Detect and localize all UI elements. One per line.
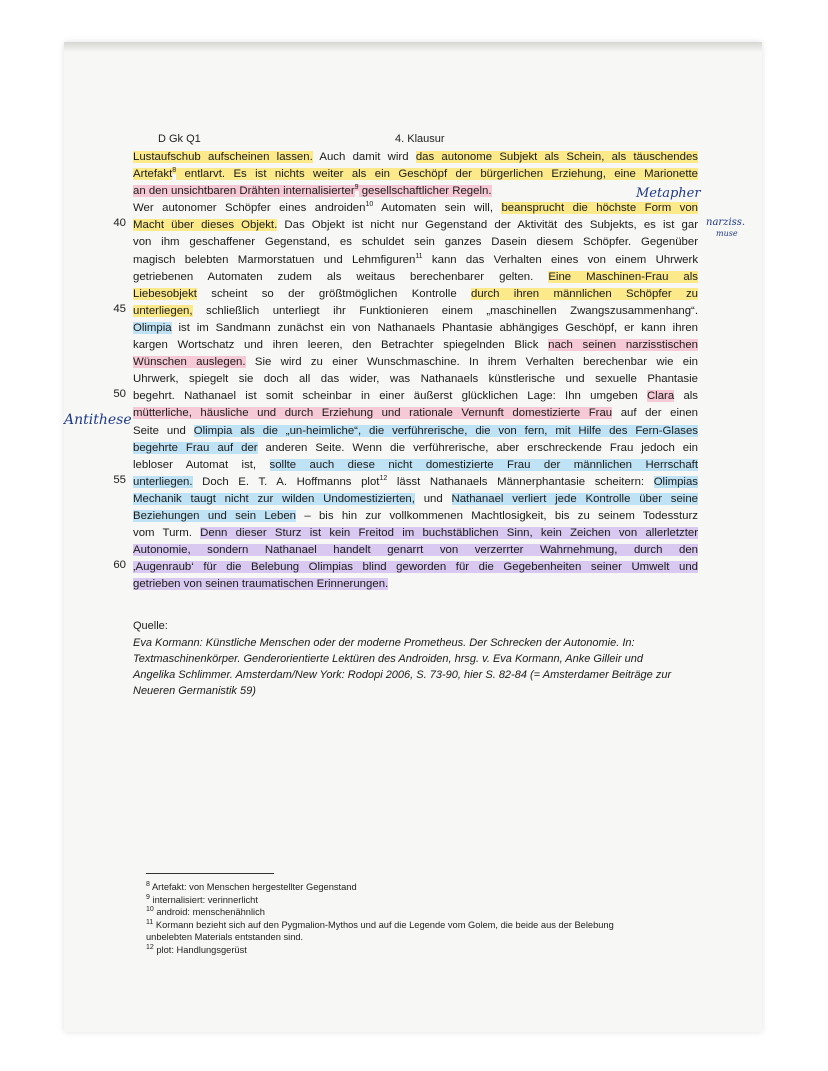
text-segment: begehrt. Nathanael ist somit scheinbar in einer äußerst glücklichen Lage: Ihn umgeben	[133, 390, 647, 403]
text-segment: Doch E. T. A. Hoffmanns plot	[192, 475, 380, 488]
footnote-ref: 9	[354, 184, 359, 192]
text-line	[133, 200, 698, 217]
text-line	[133, 525, 698, 542]
text-segment: von ihm geschaffener Gegenstand, es schuldet sein ganzes Dasein diesem Schöpfer. Gegenüber	[133, 236, 698, 249]
text-segment: Clara	[646, 390, 675, 403]
text-line	[133, 371, 698, 388]
footnote-item	[146, 919, 686, 932]
text-segment: vom Turm.	[133, 527, 201, 540]
text-segment: an den unsichtbaren Drähten internalisierter	[133, 185, 355, 198]
line-number: 60	[113, 559, 126, 572]
text-segment: magisch belebten Marmorstatuen und Lehmfiguren	[133, 253, 416, 266]
text-segment: getriebenen Automaten zudem als weitaus berechenbarer gelten.	[133, 270, 549, 283]
footnote-text: internalisiert: verinnerlicht	[152, 894, 258, 905]
text-segment: ‚Augenraub‘ für die Belebung Olimpias blind geworden für die Gegebenheiten seiner Umwelt und	[133, 561, 698, 574]
text-segment: kargen Wortschatz und ihren leeren, den Betrachter spiegelnden Blick	[133, 339, 549, 352]
course-label: D Gk Q1	[158, 133, 201, 145]
text-segment: schließlich unterliegt ihr Funktionieren einem „maschinellen Zwangszusammenhang“.	[192, 304, 698, 317]
footnote-text: android: menschenähnlich	[156, 907, 265, 918]
footnote-divider	[146, 873, 274, 874]
text-line	[133, 320, 698, 337]
text-segment: Beziehungen und sein Leben	[133, 509, 297, 522]
text-segment: Seite und	[133, 424, 194, 437]
text-line	[133, 440, 698, 457]
text-segment: – bis hin zur vollkommenen Machtlosigkeit, bis zu seinem Todessturz	[296, 509, 698, 522]
text-segment: ist im Sandmann zunächst ein von Nathanaels Phantasie abhängiges Geschöpf, er kann ihren	[171, 321, 698, 334]
text-line	[133, 166, 698, 183]
text-segment: Liebesobjekt	[133, 287, 197, 300]
text-segment: Es ist nichts weiter als ein Geschöpf der bürgerlichen Erziehung, eine Marionette	[225, 168, 698, 181]
source-line-2: Textmaschinenkörper. Genderorientierte Lektüren des Androiden, hrsg. v. Eva Kormann, Anke Gilleir und	[133, 653, 643, 665]
text-segment: Lustaufschub aufscheinen lassen.	[133, 151, 313, 163]
text-segment: mütterliche, häusliche und durch Erziehung und rationale Vernunft domestizierte Frau	[133, 407, 613, 420]
text-line	[133, 354, 698, 371]
line-number: 50	[113, 388, 126, 401]
text-line	[133, 252, 698, 269]
text-line	[133, 542, 698, 559]
text-segment: unterliegen.	[133, 475, 193, 488]
footnote-item	[146, 894, 686, 907]
margin-note-metapher: Metapher	[636, 186, 701, 201]
text-segment: lebloser Automat ist,	[133, 458, 270, 471]
main-text	[133, 149, 698, 593]
text-line	[133, 423, 698, 440]
footnote-ref: 11	[415, 252, 423, 260]
margin-note-antithese: Antithese	[64, 412, 132, 428]
footnote-text: plot: Handlungsgerüst	[156, 944, 247, 955]
text-line	[133, 474, 698, 491]
text-segment: scheint so der größtmöglichen Kontrolle	[196, 287, 471, 300]
text-line	[133, 234, 698, 251]
line-number: 40	[113, 217, 126, 230]
footnote-text: Artefakt: von Menschen hergestellter Gegenstand	[151, 882, 357, 892]
text-segment: Sie wird zu einer Wunschmaschine. In ihrem Verhalten berechenbar wie ein	[245, 356, 698, 369]
line-number: 55	[113, 473, 126, 486]
text-line	[133, 559, 698, 576]
footnote-number: 9	[146, 893, 150, 901]
text-segment: Olimpia	[133, 321, 172, 334]
source-line-4: Neueren Germanistik 59)	[133, 685, 256, 697]
footnote-number: 12	[146, 943, 154, 951]
footnote-ref: 12	[379, 474, 388, 482]
text-segment: Wer autonomer Schöpfer eines androiden	[133, 202, 366, 215]
text-segment: unterliegen,	[133, 304, 193, 317]
source-citation	[133, 618, 698, 699]
line-number: 45	[113, 302, 126, 315]
text-segment: gesellschaftlicher Regeln.	[358, 185, 492, 198]
text-segment: Das Objekt ist nicht nur Gegenstand der Aktivität des Subjekts, es ist gar	[277, 219, 698, 232]
margin-note-narziss: narziss.	[706, 217, 746, 228]
text-segment: kann das Verhalten eines von einem Uhrwerk	[422, 253, 699, 266]
footnote-item	[146, 881, 686, 894]
exam-label: 4. Klausur	[395, 133, 445, 145]
text-segment: Nathanael verliert jede Kontrolle über seine	[451, 492, 698, 505]
footnote-number: 8	[146, 880, 150, 888]
source-line-1: Eva Kormann: Künstliche Menschen oder der moderne Prometheus. Der Schrecken der Autonomie. In:	[133, 637, 635, 649]
footnotes	[146, 881, 686, 957]
text-segment: sollte auch diese nicht domestizierte Frau der männlichen Herrschaft	[269, 458, 698, 471]
text-segment: Olimpias	[653, 475, 698, 488]
margin-note-muse: muse	[716, 229, 738, 238]
text-segment: Uhrwerk, spiegelt sie doch all das wider, was Nathanaels künstlerische und sexuelle Phantasie	[133, 373, 698, 386]
text-line	[133, 217, 698, 234]
text-segment: und	[414, 492, 452, 505]
footnote-ref: 8	[172, 167, 177, 175]
text-segment: Automaten sein will,	[373, 202, 502, 215]
text-segment: getrieben von seinen traumatischen Erinnerungen.	[133, 578, 389, 591]
text-line	[133, 388, 698, 405]
footnote-number: 11	[146, 918, 154, 926]
page-header	[158, 133, 718, 149]
text-segment: das autonome Subjekt als Schein, als täuschendes	[415, 151, 698, 163]
text-segment: als	[674, 390, 698, 403]
text-line	[133, 576, 698, 593]
text-segment: Wünschen auslegen.	[133, 356, 246, 369]
text-segment: Mechanik taugt nicht zur wilden Undomestizierten,	[133, 492, 415, 505]
text-segment: Denn dieser Sturz ist kein Freitod im buchstäblichen Sinn, kein Zeichen von allerletzter	[200, 527, 698, 540]
text-line	[133, 457, 698, 474]
text-line	[133, 508, 698, 525]
text-line	[133, 405, 698, 422]
text-segment: Autonomie, sondern Nathanael handelt genarrt von verzerrter Wahrnehmung, durch den	[133, 544, 698, 557]
text-segment: anderen Seite. Wenn die verführerische, aber erschreckende Frau jedoch ein	[257, 441, 698, 454]
text-line	[133, 337, 698, 354]
text-segment: entlarvt.	[176, 168, 226, 181]
text-segment: Artefakt	[133, 168, 173, 181]
footnote-text: unbelebten Materials entstanden sind.	[146, 932, 304, 943]
text-segment: Olimpia als die „un-heimliche“, die verführerische, die von fern, mit Hilfe des Fern-Glases	[193, 424, 699, 437]
text-segment: begehrte Frau auf der	[133, 441, 258, 454]
text-segment: Eine Maschinen-Frau als	[548, 270, 698, 283]
footnote-ref: 10	[365, 201, 374, 209]
text-line	[133, 286, 698, 303]
text-segment: nach seinen narzisstischen	[548, 339, 698, 352]
text-segment: Macht über dieses Objekt.	[133, 219, 278, 232]
footnote-item	[146, 931, 686, 944]
footnote-item	[146, 906, 686, 919]
text-segment: beansprucht die höchste Form von	[501, 202, 699, 215]
text-segment: auf der einen	[612, 407, 698, 420]
footnote-number: 10	[146, 906, 154, 914]
text-line	[133, 183, 698, 200]
source-label: Quelle:	[133, 620, 168, 632]
footnote-text: Kormann bezieht sich auf den Pygmalion-Mythos und auf die Legende vom Golem, die beide aus der Belebung	[155, 919, 614, 930]
text-segment: durch ihren männlichen Schöpfer zu	[470, 287, 698, 300]
text-line	[133, 149, 698, 166]
text-line	[133, 303, 698, 320]
sheet-shadow	[64, 42, 762, 52]
source-line-3: Angelika Schlimmer. Amsterdam/New York: Rodopi 2006, S. 73-90, hier S. 82-84 (= Amsterdamer Beiträge zur	[133, 669, 672, 681]
text-segment: Auch damit wird	[312, 151, 416, 163]
text-line	[133, 269, 698, 286]
text-line	[133, 491, 698, 508]
footnote-item	[146, 944, 686, 957]
text-segment: lässt Nathanaels Männerphantasie scheitern:	[387, 475, 654, 488]
